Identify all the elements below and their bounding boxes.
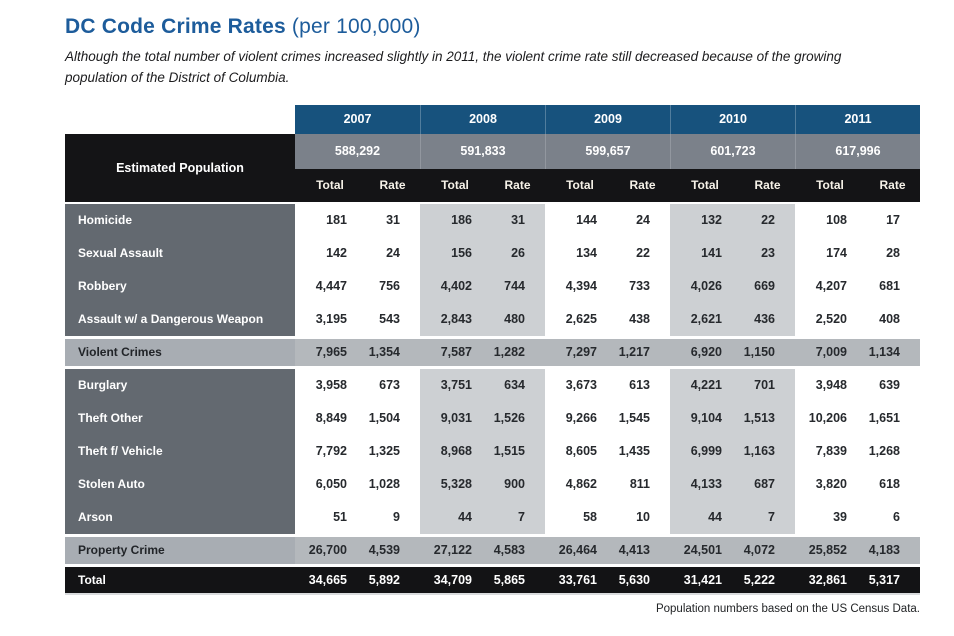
row-label: Homicide: [65, 204, 295, 237]
cell-rate: 1,435: [615, 435, 670, 468]
cell-total: 3,195: [295, 303, 365, 336]
table-row: [65, 237, 920, 270]
table-row: [65, 303, 920, 336]
cell-rate: 1,282: [490, 339, 545, 366]
year-cells: [295, 105, 920, 134]
cell-total: 9,031: [420, 402, 490, 435]
cell-total: 7,297: [545, 339, 615, 366]
cell-total: 3,958: [295, 369, 365, 402]
cell-rate: 438: [615, 303, 670, 336]
population-value: 599,657: [545, 134, 670, 169]
cell-rate: 24: [615, 204, 670, 237]
cell-total: 3,948: [795, 369, 865, 402]
cell-total: 4,221: [670, 369, 740, 402]
cell-total: 156: [420, 237, 490, 270]
cell-rate: 480: [490, 303, 545, 336]
table-row: [65, 339, 920, 366]
table-header-block: [65, 134, 920, 202]
cell-total: 108: [795, 204, 865, 237]
row-label: Theft f/ Vehicle: [65, 435, 295, 468]
cell-rate: 1,150: [740, 339, 795, 366]
cell-rate: 22: [615, 237, 670, 270]
cell-rate: 9: [365, 501, 420, 534]
cell-rate: 669: [740, 270, 795, 303]
cell-total: 132: [670, 204, 740, 237]
cell-total: 7,792: [295, 435, 365, 468]
column-header-rate: Rate: [754, 178, 781, 193]
column-header-rate: Rate: [379, 178, 406, 193]
cell-total: 6,920: [670, 339, 740, 366]
cell-total: 9,266: [545, 402, 615, 435]
cell-total: 7,009: [795, 339, 865, 366]
cell-rate: 701: [740, 369, 795, 402]
cell-rate: 639: [865, 369, 920, 402]
cell-total: 34,665: [295, 567, 365, 593]
cell-rate: 634: [490, 369, 545, 402]
estimated-population-label: Estimated Population: [65, 134, 295, 202]
cell-rate: 31: [490, 204, 545, 237]
table-body: [65, 204, 920, 595]
cell-total: 34,709: [420, 567, 490, 593]
cell-rate: 543: [365, 303, 420, 336]
cell-rate: 1,354: [365, 339, 420, 366]
cell-total: 51: [295, 501, 365, 534]
year-header: 2007: [295, 105, 420, 134]
column-header-total: Total: [316, 178, 344, 193]
cell-total: 32,861: [795, 567, 865, 593]
cell-total: 181: [295, 204, 365, 237]
cell-total: 186: [420, 204, 490, 237]
cell-rate: 5,865: [490, 567, 545, 593]
cell-total: 39: [795, 501, 865, 534]
cell-total: 8,849: [295, 402, 365, 435]
cell-total: 4,207: [795, 270, 865, 303]
cell-total: 144: [545, 204, 615, 237]
cell-rate: 1,217: [615, 339, 670, 366]
row-label: Sexual Assault: [65, 237, 295, 270]
table-row: [65, 468, 920, 501]
cell-total: 5,328: [420, 468, 490, 501]
year-header-row: [65, 105, 920, 134]
table-row: [65, 501, 920, 534]
cell-rate: 681: [865, 270, 920, 303]
cell-total: 26,464: [545, 537, 615, 564]
page-title-main: DC Code Crime Rates: [65, 15, 286, 38]
cell-total: 8,605: [545, 435, 615, 468]
cell-total: 8,968: [420, 435, 490, 468]
row-label: Burglary: [65, 369, 295, 402]
row-label: Property Crime: [65, 537, 295, 564]
cell-total: 7,839: [795, 435, 865, 468]
column-header-total: Total: [691, 178, 719, 193]
row-label: Stolen Auto: [65, 468, 295, 501]
population-row: [295, 134, 920, 169]
table-row: [65, 402, 920, 435]
corner-spacer: [65, 105, 295, 134]
population-value: 601,723: [670, 134, 795, 169]
cell-total: 2,621: [670, 303, 740, 336]
column-header-rate: Rate: [629, 178, 656, 193]
footnote: Population numbers based on the US Census Data.: [655, 602, 920, 615]
cell-rate: 408: [865, 303, 920, 336]
cell-total: 44: [670, 501, 740, 534]
page-title-paren: (per 100,000): [285, 15, 421, 38]
year-header: 2011: [795, 105, 920, 134]
cell-rate: 1,651: [865, 402, 920, 435]
column-header-rate: Rate: [504, 178, 531, 193]
cell-rate: 10: [615, 501, 670, 534]
cell-total: 142: [295, 237, 365, 270]
cell-total: 10,206: [795, 402, 865, 435]
cell-rate: 756: [365, 270, 420, 303]
year-header: 2010: [670, 105, 795, 134]
cell-total: 3,673: [545, 369, 615, 402]
table-row: [65, 204, 920, 237]
population-value: 591,833: [420, 134, 545, 169]
table-row: [65, 537, 920, 564]
row-label: Violent Crimes: [65, 339, 295, 366]
cell-rate: 900: [490, 468, 545, 501]
cell-rate: 618: [865, 468, 920, 501]
cell-rate: 613: [615, 369, 670, 402]
row-label: Theft Other: [65, 402, 295, 435]
subheader-row: [295, 169, 920, 202]
cell-rate: 5,892: [365, 567, 420, 593]
table-row: [65, 435, 920, 468]
cell-total: 4,394: [545, 270, 615, 303]
cell-total: 58: [545, 501, 615, 534]
cell-total: 25,852: [795, 537, 865, 564]
cell-total: 4,862: [545, 468, 615, 501]
cell-total: 141: [670, 237, 740, 270]
cell-rate: 1,134: [865, 339, 920, 366]
cell-total: 31,421: [670, 567, 740, 593]
table-row: [65, 567, 920, 595]
cell-rate: 5,630: [615, 567, 670, 593]
cell-total: 33,761: [545, 567, 615, 593]
table-row: [65, 369, 920, 402]
cell-rate: 1,325: [365, 435, 420, 468]
row-label: Assault w/ a Dangerous Weapon: [65, 303, 295, 336]
cell-rate: 1,545: [615, 402, 670, 435]
cell-rate: 4,072: [740, 537, 795, 564]
cell-total: 26,700: [295, 537, 365, 564]
population-value: 617,996: [795, 134, 920, 169]
cell-total: 3,820: [795, 468, 865, 501]
cell-rate: 4,539: [365, 537, 420, 564]
cell-rate: 1,268: [865, 435, 920, 468]
population-value: 588,292: [295, 134, 420, 169]
page-title: [65, 15, 954, 39]
cell-rate: 436: [740, 303, 795, 336]
cell-rate: 31: [365, 204, 420, 237]
cell-rate: 4,183: [865, 537, 920, 564]
table-row: [65, 270, 920, 303]
cell-total: 3,751: [420, 369, 490, 402]
cell-rate: 1,515: [490, 435, 545, 468]
column-header-total: Total: [566, 178, 594, 193]
cell-rate: 811: [615, 468, 670, 501]
cell-rate: 6: [865, 501, 920, 534]
cell-rate: 1,163: [740, 435, 795, 468]
cell-rate: 26: [490, 237, 545, 270]
cell-total: 6,999: [670, 435, 740, 468]
cell-total: 7,965: [295, 339, 365, 366]
cell-rate: 4,583: [490, 537, 545, 564]
cell-rate: 17: [865, 204, 920, 237]
row-label: Total: [65, 567, 295, 593]
cell-rate: 733: [615, 270, 670, 303]
cell-rate: 1,028: [365, 468, 420, 501]
cell-total: 174: [795, 237, 865, 270]
cell-total: 4,402: [420, 270, 490, 303]
cell-rate: 673: [365, 369, 420, 402]
cell-rate: 1,504: [365, 402, 420, 435]
cell-rate: 4,413: [615, 537, 670, 564]
column-header-total: Total: [816, 178, 844, 193]
cell-rate: 7: [490, 501, 545, 534]
cell-total: 2,520: [795, 303, 865, 336]
row-label: Arson: [65, 501, 295, 534]
cell-total: 24,501: [670, 537, 740, 564]
cell-rate: 744: [490, 270, 545, 303]
row-label: Robbery: [65, 270, 295, 303]
cell-rate: 24: [365, 237, 420, 270]
cell-total: 4,133: [670, 468, 740, 501]
cell-rate: 687: [740, 468, 795, 501]
cell-rate: 23: [740, 237, 795, 270]
cell-total: 9,104: [670, 402, 740, 435]
cell-rate: 5,222: [740, 567, 795, 593]
cell-rate: 5,317: [865, 567, 920, 593]
page-subtitle: Although the total number of violent crimes increased slightly in 2011, the violent crime rate still decreased because of the growing population of the District of Columbia.: [65, 49, 842, 85]
cell-total: 134: [545, 237, 615, 270]
cell-rate: 28: [865, 237, 920, 270]
cell-rate: 1,526: [490, 402, 545, 435]
cell-total: 44: [420, 501, 490, 534]
cell-total: 2,625: [545, 303, 615, 336]
column-header-rate: Rate: [879, 178, 906, 193]
cell-total: 27,122: [420, 537, 490, 564]
cell-rate: 22: [740, 204, 795, 237]
cell-total: 6,050: [295, 468, 365, 501]
cell-total: 7,587: [420, 339, 490, 366]
cell-rate: 1,513: [740, 402, 795, 435]
cell-total: 4,026: [670, 270, 740, 303]
cell-rate: 7: [740, 501, 795, 534]
crime-table: [65, 105, 920, 595]
year-header: 2009: [545, 105, 670, 134]
header-right-block: [295, 134, 920, 202]
column-header-total: Total: [441, 178, 469, 193]
year-header: 2008: [420, 105, 545, 134]
cell-total: 2,843: [420, 303, 490, 336]
cell-total: 4,447: [295, 270, 365, 303]
